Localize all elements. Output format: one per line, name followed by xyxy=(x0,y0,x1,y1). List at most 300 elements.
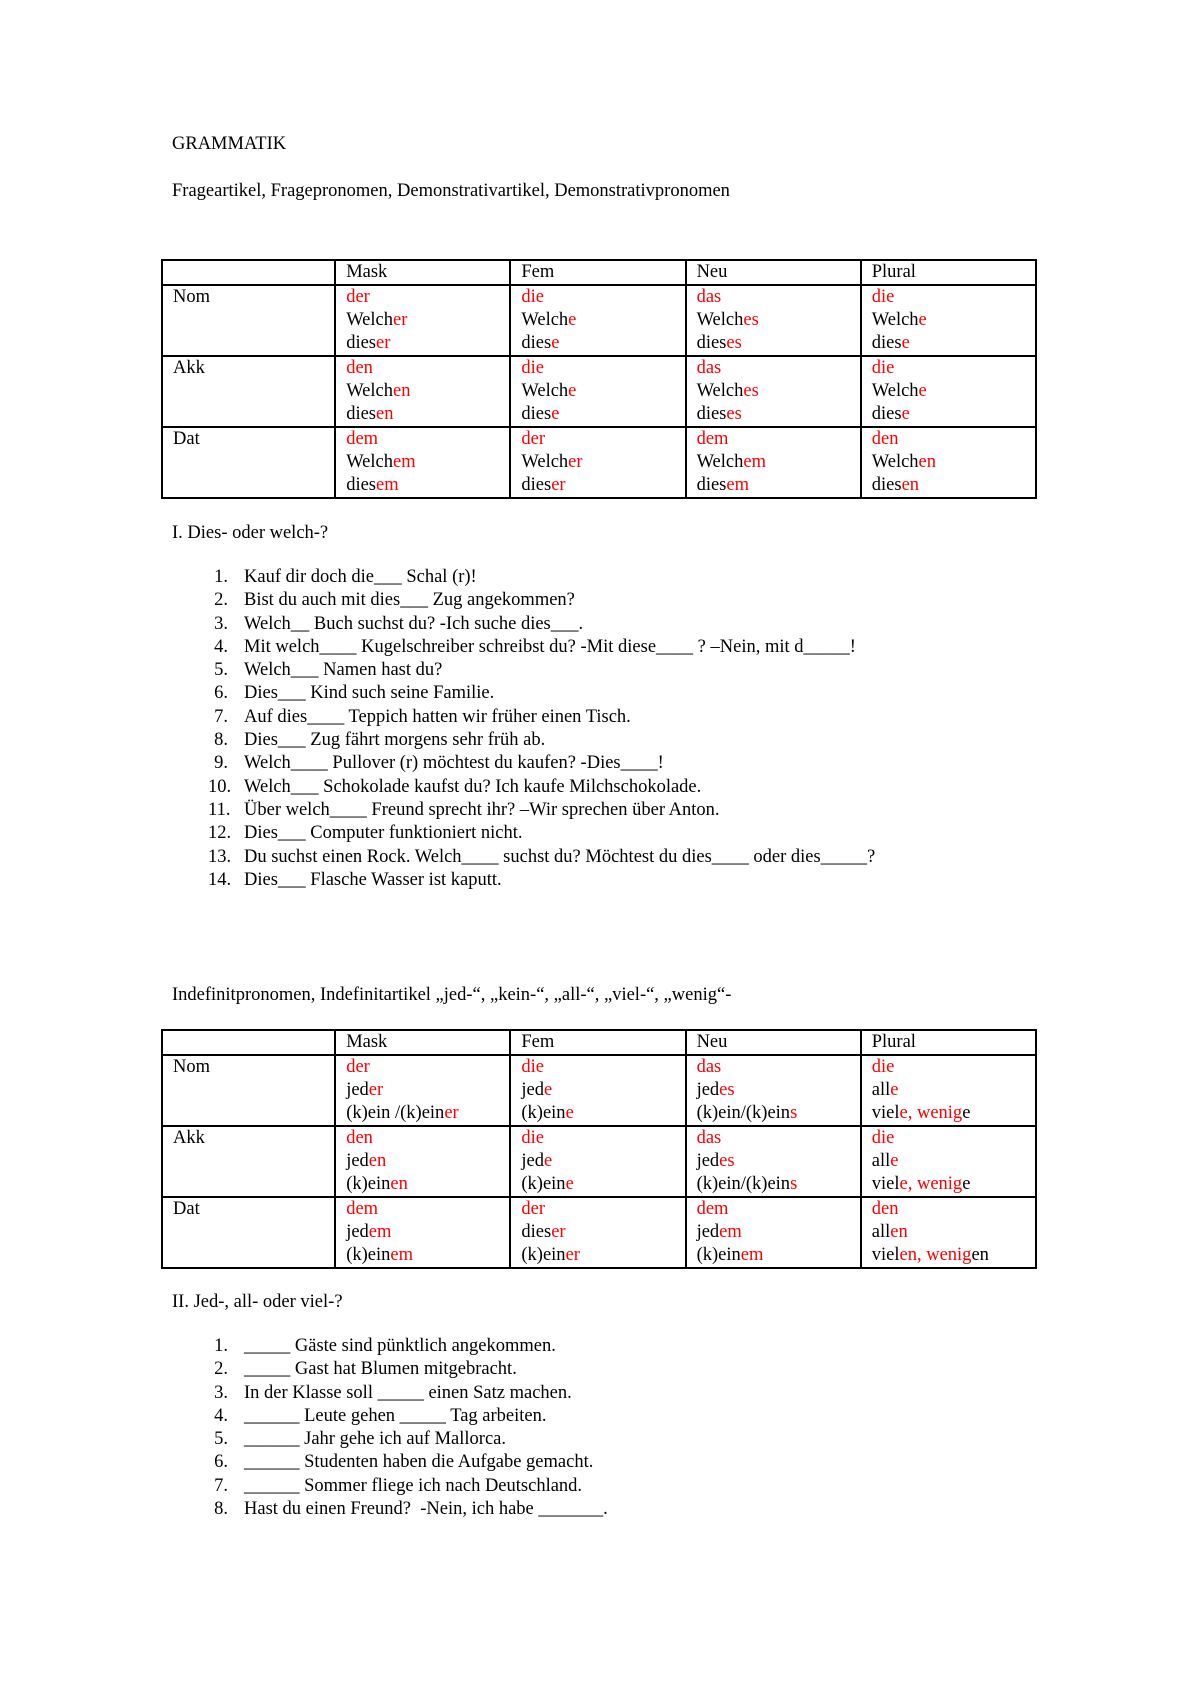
item-number: 5. xyxy=(214,1429,228,1450)
word-form xyxy=(521,332,684,355)
declension-cell xyxy=(861,1197,1036,1268)
item-text: Mit welch____ Kugelschreiber schreibst du? -Mit diese____ ? –Nein, mit d_____! xyxy=(244,636,856,657)
table-row xyxy=(162,285,1036,356)
case-label: Akk xyxy=(162,1126,335,1197)
item-number: 1. xyxy=(214,567,228,587)
table-row xyxy=(162,1197,1036,1268)
item-text: Bist du auch mit dies___ Zug angekommen? xyxy=(244,590,575,611)
declension-cell xyxy=(510,356,685,427)
item-text: _____ Gäste sind pünktlich angekommen. xyxy=(244,1336,556,1356)
word-form xyxy=(346,357,509,380)
declension-cell xyxy=(335,1055,510,1126)
word-stem: viel xyxy=(871,1103,900,1123)
table-header-row xyxy=(162,1030,1036,1055)
ending-highlight: das xyxy=(696,1057,722,1077)
word-stem: dies xyxy=(521,1222,552,1242)
ending-highlight: e xyxy=(890,1151,899,1171)
ending-highlight: e xyxy=(918,381,927,401)
case-label: Nom xyxy=(162,285,335,356)
ending-highlight: es xyxy=(726,333,742,353)
word-stem: dies xyxy=(696,404,727,424)
ending-highlight: s xyxy=(790,1174,798,1194)
item-text: Dies___ Flasche Wasser ist kaputt. xyxy=(244,869,502,890)
ending-highlight: en xyxy=(376,404,394,424)
word-form xyxy=(697,380,860,403)
word-stem: Welch xyxy=(696,381,744,401)
item-text: Welch__ Buch suchst du? -Ich suche dies___. xyxy=(244,613,584,634)
ending-highlight: die xyxy=(521,1128,544,1148)
declension-cell xyxy=(510,1197,685,1268)
item-number: 14. xyxy=(208,869,232,890)
header-cell: Mask xyxy=(335,1030,510,1055)
word-form xyxy=(872,428,1035,451)
declension-cell xyxy=(335,356,510,427)
header-cell: Neu xyxy=(686,1030,861,1055)
exercise-heading-dies-welch: I. Dies- oder welch-? xyxy=(172,523,329,543)
item-text: Kauf dir doch die___ Schal (r)! xyxy=(244,567,477,587)
exercise-item xyxy=(208,1335,608,1358)
word-stem: dies xyxy=(521,404,552,424)
item-number: 12. xyxy=(208,823,232,844)
item-number: 4. xyxy=(214,636,228,657)
ending-highlight: die xyxy=(871,1128,895,1148)
ending-highlight: en xyxy=(901,475,920,495)
ending-highlight: e xyxy=(543,1151,553,1171)
word-form xyxy=(697,309,860,332)
ending-highlight: em xyxy=(743,452,766,472)
exercise-list-jed-all-viel xyxy=(208,1335,608,1521)
ending-highlight: das xyxy=(696,1128,722,1148)
header-cell: Mask xyxy=(335,260,510,285)
word-stem: jed xyxy=(521,1080,544,1100)
word-stem: (k)ein/(k)ein xyxy=(696,1174,791,1194)
ending-highlight: den xyxy=(871,1199,899,1219)
item-text: ______ Jahr gehe ich auf Mallorca. xyxy=(244,1429,506,1450)
word-stem: dies xyxy=(346,404,376,424)
case-label: Dat xyxy=(162,1197,335,1268)
item-text: Dies___ Kind such seine Familie. xyxy=(244,683,495,704)
ending-highlight: die xyxy=(871,287,895,307)
ending-highlight: die xyxy=(521,287,544,307)
word-form xyxy=(346,309,509,332)
word-form xyxy=(872,1056,1035,1079)
item-text: Dies___ Computer funktioniert nicht. xyxy=(244,823,523,844)
word-form xyxy=(872,1244,1035,1267)
word-stem: jed xyxy=(696,1222,720,1242)
item-number: 1. xyxy=(214,1336,228,1356)
declension-cell xyxy=(335,285,510,356)
word-form xyxy=(521,357,684,380)
ending-highlight: den xyxy=(346,358,373,378)
word-form xyxy=(697,451,860,474)
word-form xyxy=(697,1127,860,1150)
ending-highlight: das xyxy=(696,287,722,307)
section-heading-demonstrativ: Frageartikel, Fragepronomen, Demonstrativartikel, Demonstrativpronomen xyxy=(172,181,730,201)
item-number: 2. xyxy=(214,590,228,611)
word-stem: all xyxy=(871,1151,891,1171)
item-text: _____ Gast hat Blumen mitgebracht. xyxy=(244,1359,517,1380)
ending-highlight: e xyxy=(568,381,577,401)
case-label: Dat xyxy=(162,427,335,498)
declension-cell xyxy=(686,1197,861,1268)
ending-highlight: er xyxy=(392,310,408,330)
ending-highlight: der xyxy=(521,1199,545,1219)
ending-highlight: e xyxy=(890,1080,899,1100)
word-stem: (k)ein xyxy=(346,1174,391,1194)
word-stem: Welch xyxy=(871,452,919,472)
ending-highlight: er xyxy=(551,1222,566,1242)
word-form xyxy=(346,451,509,474)
exercise-item xyxy=(208,1451,608,1474)
word-stem: Welch xyxy=(521,310,569,330)
ending-highlight: dem xyxy=(696,429,729,449)
word-stem: Welch xyxy=(521,381,569,401)
word-form xyxy=(697,1244,860,1267)
ending-highlight: er xyxy=(376,333,391,353)
word-stem: dies xyxy=(346,333,376,353)
item-text: Hast du einen Freund? -Nein, ich habe _______. xyxy=(244,1499,608,1520)
ending-highlight: em xyxy=(376,475,399,495)
word-form xyxy=(697,1056,860,1079)
word-stem: jed xyxy=(696,1151,720,1171)
word-form xyxy=(346,1102,509,1125)
ending-highlight: e xyxy=(565,1174,574,1194)
word-form xyxy=(872,332,1035,355)
word-form xyxy=(346,1079,509,1102)
ending-highlight: en, wenig xyxy=(899,1245,972,1265)
item-text: ______ Sommer fliege ich nach Deutschland. xyxy=(244,1475,583,1496)
word-stem: (k)ein /(k)ein xyxy=(346,1103,445,1123)
declension-cell xyxy=(861,1055,1036,1126)
ending-highlight: en xyxy=(390,1174,408,1194)
table-row xyxy=(162,427,1036,498)
ending-highlight: e xyxy=(901,333,910,353)
item-number: 2. xyxy=(214,1359,228,1380)
ending-highlight: den xyxy=(346,1128,373,1148)
declension-cell xyxy=(335,427,510,498)
declension-cell xyxy=(686,356,861,427)
word-stem: dies xyxy=(696,333,727,353)
ending-highlight: er xyxy=(551,475,566,495)
case-label: Nom xyxy=(162,1055,335,1126)
word-stem: jed xyxy=(696,1080,720,1100)
word-form xyxy=(521,1127,684,1150)
table-row xyxy=(162,1126,1036,1197)
word-form xyxy=(872,1127,1035,1150)
ending-highlight: e xyxy=(543,1080,553,1100)
declension-table-indefinit xyxy=(161,1029,1037,1269)
word-stem: jed xyxy=(346,1080,369,1100)
item-text: Dies___ Zug fährt morgens sehr früh ab. xyxy=(244,730,546,751)
word-form xyxy=(872,1221,1035,1244)
word-form xyxy=(872,1102,1035,1125)
declension-cell xyxy=(510,285,685,356)
header-cell: Neu xyxy=(686,260,861,285)
declension-cell xyxy=(861,285,1036,356)
word-stem: e xyxy=(962,1174,971,1194)
item-number: 10. xyxy=(208,776,232,797)
ending-highlight: er xyxy=(444,1103,459,1123)
declension-cell xyxy=(335,1197,510,1268)
ending-highlight: die xyxy=(521,358,544,378)
word-form xyxy=(521,1221,684,1244)
word-stem: (k)ein/(k)ein xyxy=(696,1103,791,1123)
ending-highlight: en xyxy=(890,1222,908,1242)
ending-highlight: er xyxy=(568,452,583,472)
exercise-item xyxy=(208,1405,608,1428)
exercise-item xyxy=(208,1498,608,1521)
word-stem: (k)ein xyxy=(346,1245,391,1265)
ending-highlight: e xyxy=(901,404,910,424)
declension-cell xyxy=(510,427,685,498)
exercise-item xyxy=(208,776,875,799)
item-number: 6. xyxy=(214,1452,228,1473)
item-text: Auf dies____ Teppich hatten wir früher einen Tisch. xyxy=(244,706,631,727)
item-number: 5. xyxy=(214,660,228,681)
section-heading-indefinit: Indefinitpronomen, Indefinitartikel „jed-“, „kein-“, „all-“, „viel-“, „wenig“- xyxy=(172,985,732,1005)
word-stem: Welch xyxy=(346,452,393,472)
ending-highlight: der xyxy=(346,287,370,307)
word-stem: dies xyxy=(696,475,727,495)
ending-highlight: e xyxy=(551,333,560,353)
item-text: Welch___ Schokolade kaufst du? Ich kaufe Milchschokolade. xyxy=(244,776,702,797)
table-row xyxy=(162,1055,1036,1126)
exercise-item xyxy=(208,613,875,636)
word-stem: Welch xyxy=(871,310,919,330)
exercise-item xyxy=(208,729,875,752)
ending-highlight: es xyxy=(719,1080,735,1100)
declension-cell xyxy=(686,1126,861,1197)
word-form xyxy=(872,474,1035,497)
declension-cell xyxy=(686,427,861,498)
word-stem: dies xyxy=(871,475,902,495)
ending-highlight: der xyxy=(346,1057,370,1077)
ending-highlight: die xyxy=(871,358,895,378)
word-stem: all xyxy=(871,1222,891,1242)
exercise-item xyxy=(208,659,875,682)
word-form xyxy=(872,1198,1035,1221)
word-form xyxy=(697,1221,860,1244)
word-form xyxy=(872,403,1035,426)
item-text: Du suchst einen Rock. Welch____ suchst du? Möchtest du dies____ oder dies_____? xyxy=(244,846,876,867)
ending-highlight: en xyxy=(392,381,411,401)
exercise-item xyxy=(208,846,875,869)
word-form xyxy=(697,428,860,451)
word-stem: Welch xyxy=(696,310,744,330)
word-stem: Welch xyxy=(346,310,393,330)
word-form xyxy=(521,1102,684,1125)
ending-highlight: der xyxy=(521,429,545,449)
declension-cell xyxy=(861,427,1036,498)
word-stem: (k)ein xyxy=(521,1103,566,1123)
word-form xyxy=(346,380,509,403)
header-cell: Fem xyxy=(510,260,685,285)
word-form xyxy=(346,403,509,426)
word-form xyxy=(521,1173,684,1196)
word-form xyxy=(346,286,509,309)
declension-cell xyxy=(861,356,1036,427)
ending-highlight: en xyxy=(918,452,937,472)
exercise-item xyxy=(208,589,875,612)
exercise-heading-jed-all-viel: II. Jed-, all- oder viel-? xyxy=(172,1292,343,1312)
ending-highlight: dem xyxy=(696,1199,729,1219)
word-stem: dies xyxy=(346,475,376,495)
word-form xyxy=(521,1198,684,1221)
word-stem: Welch xyxy=(871,381,919,401)
word-form xyxy=(697,1173,860,1196)
word-stem: (k)ein xyxy=(521,1245,566,1265)
item-number: 4. xyxy=(214,1405,228,1426)
exercise-list-dies-welch xyxy=(208,566,875,892)
word-stem: jed xyxy=(346,1151,369,1171)
ending-highlight: em xyxy=(368,1222,392,1242)
word-form xyxy=(521,286,684,309)
word-form xyxy=(521,1056,684,1079)
ending-highlight: dem xyxy=(346,429,379,449)
word-form xyxy=(697,357,860,380)
exercise-item xyxy=(208,706,875,729)
word-stem: dies xyxy=(871,404,902,424)
item-text: In der Klasse soll _____ einen Satz machen. xyxy=(244,1382,572,1403)
ending-highlight: die xyxy=(871,1057,895,1077)
declension-cell xyxy=(510,1055,685,1126)
table-row xyxy=(162,356,1036,427)
word-form xyxy=(346,1244,509,1267)
item-number: 6. xyxy=(214,683,228,704)
word-stem: all xyxy=(871,1080,891,1100)
word-stem: dies xyxy=(871,333,902,353)
case-label: Akk xyxy=(162,356,335,427)
word-form xyxy=(346,332,509,355)
word-form xyxy=(697,474,860,497)
word-stem: viel xyxy=(871,1174,900,1194)
word-stem: (k)ein xyxy=(696,1245,741,1265)
ending-highlight: e xyxy=(918,310,927,330)
word-form xyxy=(697,403,860,426)
word-form xyxy=(872,309,1035,332)
declension-cell xyxy=(510,1126,685,1197)
word-stem: Welch xyxy=(521,452,569,472)
ending-highlight: em xyxy=(740,1245,764,1265)
item-number: 13. xyxy=(208,846,232,867)
ending-highlight: er xyxy=(368,1080,384,1100)
exercise-item xyxy=(208,1382,608,1405)
declension-table-demonstrativ xyxy=(161,259,1037,499)
word-form xyxy=(521,380,684,403)
exercise-item xyxy=(208,1358,608,1381)
item-number: 8. xyxy=(214,730,228,751)
exercise-item xyxy=(208,1475,608,1498)
ending-highlight: es xyxy=(726,404,742,424)
word-stem: en xyxy=(971,1245,989,1265)
word-form xyxy=(697,1079,860,1102)
item-number: 7. xyxy=(214,706,228,727)
word-form xyxy=(872,1150,1035,1173)
header-cell xyxy=(162,1030,335,1055)
declension-cell xyxy=(686,285,861,356)
word-stem: Welch xyxy=(346,381,393,401)
header-cell xyxy=(162,260,335,285)
exercise-item xyxy=(208,822,875,845)
word-stem: jed xyxy=(346,1222,369,1242)
ending-highlight: es xyxy=(719,1151,735,1171)
ending-highlight: em xyxy=(390,1245,413,1265)
word-form xyxy=(521,451,684,474)
word-form xyxy=(872,1079,1035,1102)
declension-cell xyxy=(861,1126,1036,1197)
word-form xyxy=(521,1079,684,1102)
word-form xyxy=(697,286,860,309)
header-cell: Fem xyxy=(510,1030,685,1055)
word-form xyxy=(697,332,860,355)
word-form xyxy=(346,1221,509,1244)
ending-highlight: e xyxy=(565,1103,574,1123)
header-cell: Plural xyxy=(861,260,1036,285)
exercise-item xyxy=(208,752,875,775)
word-form xyxy=(346,1150,509,1173)
word-form xyxy=(521,1244,684,1267)
ending-highlight: dem xyxy=(346,1199,379,1219)
ending-highlight: es xyxy=(743,381,759,401)
declension-cell xyxy=(686,1055,861,1126)
word-form xyxy=(346,474,509,497)
ending-highlight: e xyxy=(568,310,577,330)
ending-highlight: er xyxy=(565,1245,580,1265)
table-header-row xyxy=(162,260,1036,285)
word-form xyxy=(521,474,684,497)
exercise-item xyxy=(208,869,875,892)
ending-highlight: em xyxy=(719,1222,742,1242)
word-form xyxy=(872,380,1035,403)
word-form xyxy=(521,309,684,332)
word-form xyxy=(521,428,684,451)
word-form xyxy=(346,1173,509,1196)
exercise-item xyxy=(208,799,875,822)
item-number: 9. xyxy=(214,753,228,774)
ending-highlight: e, wenig xyxy=(899,1174,963,1194)
ending-highlight: e xyxy=(551,404,560,424)
ending-highlight: die xyxy=(521,1057,544,1077)
word-form xyxy=(697,1198,860,1221)
word-form xyxy=(872,1173,1035,1196)
item-text: ______ Leute gehen _____ Tag arbeiten. xyxy=(244,1405,547,1426)
exercise-item xyxy=(208,636,875,659)
word-form xyxy=(346,1127,509,1150)
declension-cell xyxy=(335,1126,510,1197)
ending-highlight: das xyxy=(696,358,722,378)
ending-highlight: s xyxy=(790,1103,798,1123)
ending-highlight: es xyxy=(743,310,759,330)
page-title: GRAMMATIK xyxy=(172,134,287,154)
item-number: 3. xyxy=(214,613,228,634)
ending-highlight: den xyxy=(871,429,899,449)
word-stem: dies xyxy=(521,475,552,495)
exercise-item xyxy=(208,1428,608,1451)
word-stem: (k)ein xyxy=(521,1174,566,1194)
word-form xyxy=(872,451,1035,474)
item-text: Welch____ Pullover (r) möchtest du kaufen? -Dies____! xyxy=(244,753,664,774)
word-stem: e xyxy=(962,1103,971,1123)
word-form xyxy=(697,1102,860,1125)
exercise-item xyxy=(208,682,875,705)
ending-highlight: en xyxy=(368,1151,387,1171)
item-number: 7. xyxy=(214,1475,228,1496)
word-form xyxy=(872,357,1035,380)
word-form xyxy=(872,286,1035,309)
item-number: 3. xyxy=(214,1382,228,1403)
header-cell: Plural xyxy=(861,1030,1036,1055)
word-form xyxy=(346,1056,509,1079)
